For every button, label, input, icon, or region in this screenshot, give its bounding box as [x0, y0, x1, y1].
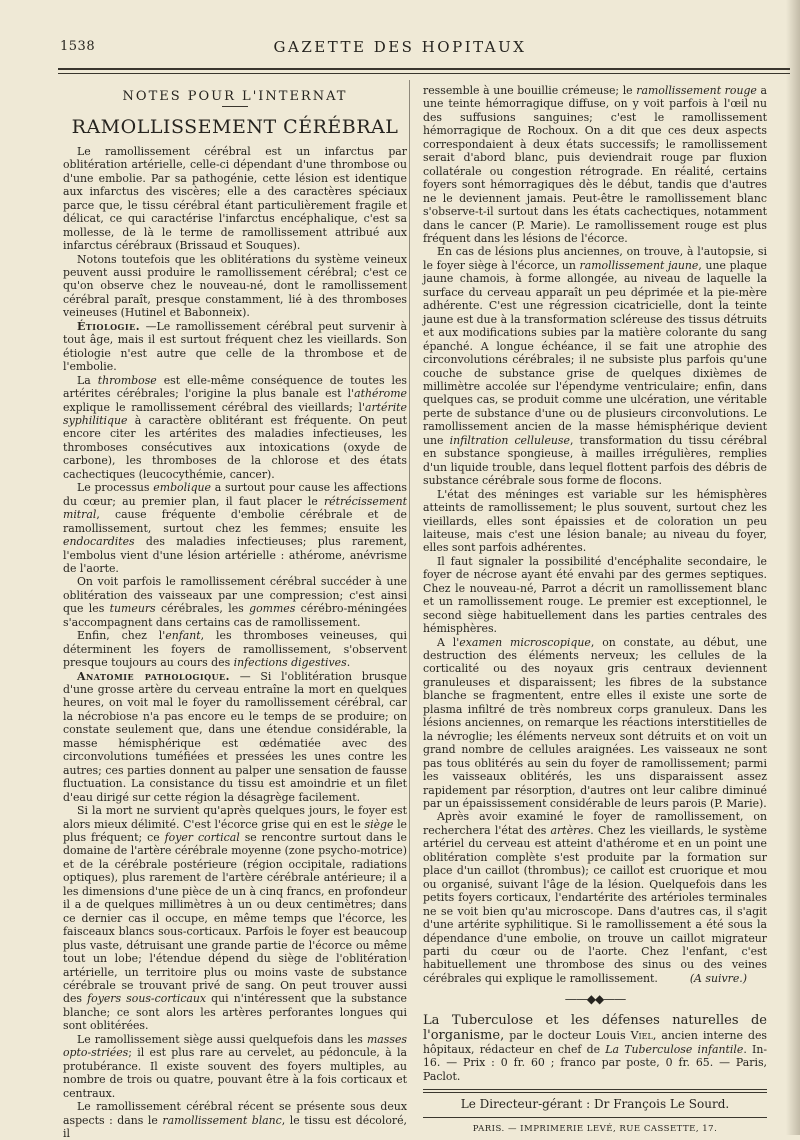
director-credit: Le Directeur-gérant : Dr François Le Sourd. — [460, 1097, 730, 1112]
paragraph: Le ramollissement cérébral est un infarctus par oblitération artérielle, celle-ci dépendant d'une thrombose ou d'une embolie. Par sa pathogénie, cette lésion est identique aux infarctus des viscères; elle a des caractères spéciaux parce que, le tissu cérébral étant particulièrement fragile et délicat, ce qui caractérise l'infarctus encéphalique, c'est sa mollesse, de là le terme de ramollissement attribué aux infarctus cérébraux (Brissaud et Souques). — [63, 144, 407, 253]
paragraph: Anatomie pathologique. — Si l'oblitération brusque d'une grosse artère du cerveau entraîne la mort en quelques heures, on voit mal le foyer du ramollissement cérébral, car la nécrobiose n'a pas encore eu le temps de se produire; on constate seulement que, dans une étendue considérable, la masse hémisphérique est œdématiée avec des circonvolutions tuméfiées et pressées les unes contre les autres; ces parties donnent au palper une sensation de fausse fluctuation. La consistance du tissu est amoindrie et un filet d'eau dirigé sur cette région la désagrège facilement. — [63, 669, 407, 804]
review-title: La Tuberculose et les défenses naturelles de l'organisme, — [423, 1012, 767, 1043]
section-ornament: ——◆◆—— — [564, 992, 626, 1007]
subsection-heading: Anatomie pathologique. — [77, 669, 230, 683]
paragraph: La thrombose est elle-même conséquence de toutes les artérites cérébrales; l'origine la plus banale est l'athérome explique le ramollissement cérébral des vieillards; l'artérite syphilitique à caractère oblitérant est fréquente. On peut encore citer les artérites des maladies infectieuses, les thromboses consécutives aux intoxications (oxyde de carbone), les thromboses de la chlorose et des états cachectiques (leucocythémie, cancer). — [63, 373, 408, 481]
paragraph: A l'examen microscopique, on constate, au début, une destruction des éléments nerveux; les cellules de la corticalité ou des noyaux gris centraux deviennent granuleuses et disparaissent; les fibres de la substance blanche se fragmentent, entre elles il existe une sorte de plasma infiltré de très nombreux corps granuleux. Dans les lésions anciennes, on remarque les réactions interstitielles de la névroglie; les éléments nerveux sont détruits et on voit un grand nombre de cellules araignées. Les vaisseaux ne sont pas tous oblitérés au sein du foyer de ramollissement; parmi les vaisseaux oblitérés, les uns disparaissent assez rapidement par résorption, d'autres ont leur calibre diminué par un épaississement considérable de leurs parois (P. Marie). — [423, 635, 767, 811]
paragraph: Le ramollissement siège aussi quelquefois dans les masses opto-striées; il est plus rare au cervelet, au pédoncule, à la protubérance. Il existe souvent des foyers multiples, au nombre de trois ou quatre, pouvant être à la fois corticaux et centraux. — [63, 1032, 407, 1100]
paragraph: Si la mort ne survient qu'après quelques jours, le foyer est alors mieux délimité. C'est l'écorce grise qui en est le siège le plus fréquent; ce foyer cortical se rencontre surtout dans le domaine de l'artère cérébrale moyenne (zone psycho-motrice) et de la cérébrale postérieure (région occipitale, radiations optiques), plus rarement de l'artère cérébrale antérieure; il a les dimensions d'une pièce de un à cinq francs, en profondeur il a de quelques millimètres à un ou deux centimètres; dans ce dernier cas il occupe, en même temps que l'écorce, les faisceaux blancs sous-corticaux. Parfois le foyer est beaucoup plus vaste, détruisant une grande partie de l'écorce ou même tout un lobe; l'étendue dépend du siège de l'oblitération artérielle, un territoire plus ou moins vaste de substance cérébrale se trouvant privé de sang. On peut trouver aussi des foyers sous-corticaux qui n'intéressent que la substance blanche; ce sont alors les artères perforantes longues qui sont oblitérées. — [63, 804, 408, 1033]
paragraph: Notons toutefois que les oblitérations du système veineux peuvent aussi produire le ramollissement cérébral; c'est ce qu'on observe chez le nouveau-né, dont le ramollissement cérébral paraît, presque constamment, lié à des thromboses veineuses (Hutinel et Babonneix). — [63, 252, 407, 320]
column-divider — [409, 80, 410, 960]
paragraph: Le processus embolique a surtout pour cause les affections du cœur; au premier plan, il faut placer le rétrécissement mitral, cause fréquente d'embolie cérébrale et de ramollissement, surtout chez les femmes; ensuite les endocardites des maladies infectieuses; plus rarement, l'embolus vient d'une lésion artérielle : athérome, anévrisme de l'aorte. — [63, 481, 407, 575]
right-column — [423, 84, 767, 1136]
paragraph: Étiologie. —Le ramollissement cérébral peut survenir à tout âge, mais il est surtout fréquent chez les vieillards. Son étiologie n'est autre que celle de la thrombose et de l'embolie. — [63, 319, 407, 374]
header-rule-thin — [58, 73, 790, 74]
article-title: RAMOLLISSEMENT CÉRÉBRAL — [71, 116, 399, 139]
to-be-continued: (A suivre.) — [689, 971, 747, 985]
page-number: 1538 — [60, 39, 96, 54]
header-rule-thick — [58, 68, 790, 70]
page-edge-shadow — [786, 0, 800, 1135]
printer-rule — [423, 1117, 767, 1118]
paragraph: On voit parfois le ramollissement cérébral succéder à une oblitération des vaisseaux par une compression; c'est ainsi que les tumeurs cérébrales, les gommes cérébro-méningées s'accompagnent dans certains cas de ramollissement. — [63, 575, 408, 629]
printer-credit: PARIS. — IMPRIMERIE LEVÉ, RUE CASSETTE, 17. — [472, 1123, 718, 1134]
heading-rule — [222, 106, 248, 107]
left-column — [63, 84, 407, 1140]
right-column-body — [423, 84, 767, 985]
paragraph: Après avoir examiné le foyer de ramollissement, on recherchera l'état des artères. Chez les vieillards, le système artériel du cerveau est atteint d'athérome et en un point une oblitération complète s'est produite par la formation sur place d'un caillot (thrombus); ce caillot est cruorique et mou ou organisé, suivant l'âge de la lésion. Quelquefois dans les petits foyers corticaux, l'endartérite des artérioles terminales ne se voit bien qu'au microscope. Dans d'autres cas, il s'agit d'une artérite syphilitique. Si le ramollissement a été sous la dépendance d'une embolie, on trouve un caillot migrateur parti du cœur ou de l'aorte. Chez l'enfant, c'est habituellement une thrombose des sinus ou des veines cérébrales qui explique le ramollissement. — [423, 810, 768, 985]
footer-rule-2 — [423, 1092, 767, 1093]
paragraph: En cas de lésions plus anciennes, on trouve, à l'autopsie, si le foyer siège à l'écorce, un ramollissement jaune, une plaque jaune chamois, à forme allongée, au niveau de laquelle la surface du cerveau apparaît un peu déprimée et la pie-mère adhérente. C'est une régression cicatricielle, dont la teinte jaune est due à la transformation scléreuse des tissus détruits et aux modifications subies par la matière colorante du sang épanché. A longue échéance, il se fait une atrophie des circonvolutions cérébrales; il ne subsiste plus parfois qu'une couche de substance grise de quelques dixièmes de millimètre accolée sur l'épendyme ventriculaire; enfin, dans quelques cas, se produit comme une ulcération, une véritable perte de substance d'une ou de plusieurs circonvolutions. Le ramollissement ancien de la masse hémisphérique devient une infiltration celluleuse, transformation du tissu cérébral en substance spongieuse, à mailles irrégulières, remplies d'un liquide trouble, dans lequel flottent parfois des débris de substance cérébrale sous forme de flocons. — [423, 245, 768, 488]
paragraph: ressemble à une bouillie crémeuse; le ramollissement rouge a une teinte hémorragique diffuse, on y voit parfois à l'œil nu des suffusions sanguines; c'est le ramollissement hémorragique de Rochoux. On a dit que ces deux aspects correspondaient à deux états successifs; le ramollissement serait d'abord blanc, puis deviendrait rouge par fluxion collatérale ou congestion rétrograde. En réalité, certains foyers sont hémorragiques dès le début, tandis que d'autres ne le deviennent jamais. Peut-être le ramollissement blanc s'observe-t-il surtout dans les états cachectiques, notamment dans le cancer (P. Marie). Le ramollissement rouge est plus fréquent dans les lésions de l'écorce. — [423, 84, 767, 245]
review-author: Viel — [630, 1028, 653, 1042]
subsection-heading: Étiologie. — [77, 319, 141, 333]
section-heading: NOTES POUR L'INTERNAT — [122, 89, 348, 104]
book-review: La Tuberculose et les défenses naturelles de l'organisme, par le docteur Louis Viel, ancien interne des hôpitaux, rédacteur en chef de La Tuberculose infantile. In-16. — Prix : 0 fr. 60 ; franco par poste, 0 fr. 65. — Paris, Paclot. — [423, 1012, 768, 1083]
paragraph: Il faut signaler la possibilité d'encéphalite secondaire, le foyer de nécrose ayant été envahi par des germes septiques. Chez le nouveau-né, Parrot a décrit un ramollissement blanc et un ramollissement rouge. Le premier est exceptionnel, le second siège habituellement dans les parties centrales des hémisphères. — [423, 554, 767, 636]
left-column-body — [63, 145, 407, 1140]
paragraph: Le ramollissement cérébral récent se présente sous deux aspects : dans le ramollissement blanc, le tissu est décoloré, il — [63, 1100, 408, 1140]
paragraph: L'état des méninges est variable sur les hémisphères atteints de ramollissement; le plus souvent, surtout chez les vieillards, elles sont épaissies et de coloration un peu laiteuse, mais c'est une lésion banale; au niveau du foyer, elles sont parfois adhérentes. — [423, 487, 767, 555]
journal-title: GAZETTE DES HOPITAUX — [273, 38, 527, 56]
paragraph: Enfin, chez l'enfant, les thromboses veineuses, qui déterminent les foyers de ramollissement, s'observent presque toujours au cours des infections digestives. — [63, 629, 407, 670]
review-journal: La Tuberculose infantile — [605, 1042, 744, 1056]
footer-rule — [423, 1089, 767, 1090]
